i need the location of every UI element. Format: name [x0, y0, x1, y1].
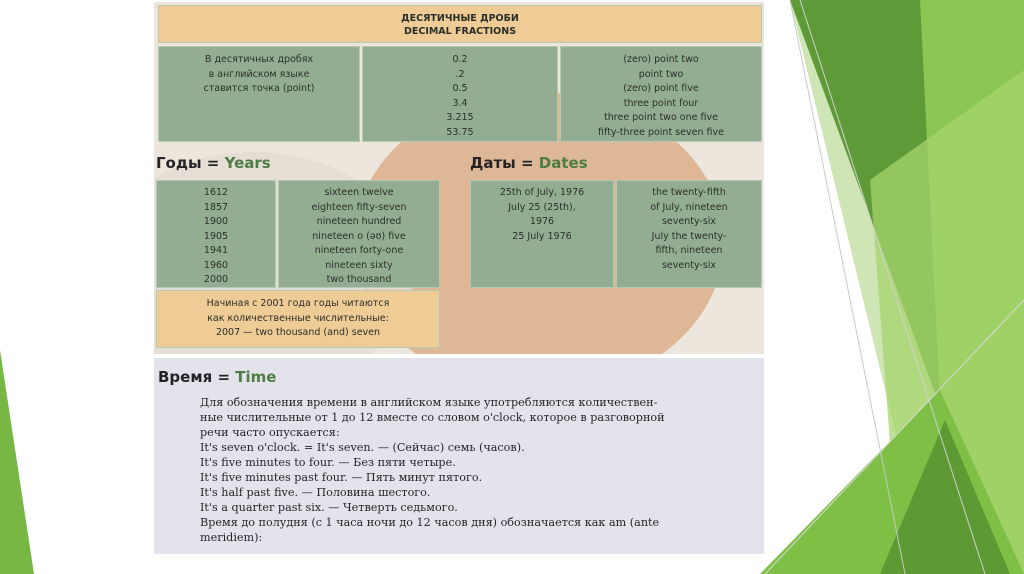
years-heading-en: Years [224, 154, 271, 172]
decimal-number: 3.4 [452, 97, 468, 109]
year-reading: sixteen twelve [324, 187, 394, 198]
decimal-rule-line: ставится точка (point) [203, 83, 315, 94]
decimal-title-ru: ДЕСЯТИЧНЫЕ ДРОБИ [401, 13, 519, 24]
time-line: It's seven o'clock. = It's seven. — (Сейчас) семь (часов). [200, 441, 525, 454]
decimal-number: 0.2 [452, 54, 468, 65]
date-form: July 25 (25th), [508, 201, 576, 213]
date-reading: the twenty-fifth [652, 187, 726, 198]
time-line: meridiem): [200, 531, 263, 544]
year-number: 1941 [203, 245, 229, 256]
time-line: Для обозначения времени в английском языке употребляются количествен- [200, 396, 658, 409]
decimal-readings-cell [560, 46, 762, 142]
year-reading: nineteen hundred [316, 216, 402, 227]
date-reading: seventy-six [661, 259, 717, 271]
year-reading: two thousand [326, 274, 392, 285]
decimal-title-bar [158, 5, 762, 43]
time-heading-ru: Время [158, 368, 213, 386]
decimal-reading: three point two one five [604, 112, 718, 123]
date-reading: July the twenty- [651, 230, 727, 242]
time-heading [158, 368, 276, 386]
time-line: речи часто опускается: [200, 426, 340, 439]
time-line: ные числительные от 1 до 12 вместе со словом o'clock, которое в разговорной [200, 411, 665, 424]
date-form: 25 July 1976 [512, 230, 572, 242]
dates-heading-ru: Даты [470, 154, 516, 172]
year-reading: nineteen o (əʊ) five [312, 230, 406, 242]
year-number: 1900 [203, 216, 229, 227]
time-heading-en: Time [235, 368, 277, 386]
time-heading-eq: = [217, 368, 231, 386]
decimal-rule-cell [158, 46, 360, 142]
date-reading: seventy-six [661, 216, 717, 227]
dates-heading [470, 154, 588, 172]
year-reading: eighteen fifty-seven [311, 201, 407, 213]
year-reading: nineteen forty-one [314, 245, 404, 256]
date-form: 25th of July, 1976 [499, 187, 585, 198]
year-number: 1612 [203, 187, 229, 198]
date-form: 1976 [529, 216, 555, 227]
dates-forms-cell [470, 180, 614, 288]
decimal-reading: fifty-three point seven five [598, 126, 724, 138]
years-note-line: Начиная с 2001 года годы читаются [206, 298, 390, 309]
number-reference-scan [154, 2, 764, 354]
date-reading: of July, nineteen [650, 201, 728, 213]
years-heading-eq: = [206, 154, 220, 172]
decimal-title-en: DECIMAL FRACTIONS [403, 26, 517, 37]
time-line: It's half past five. — Половина шестого. [200, 486, 431, 499]
decimal-numbers-cell [362, 46, 558, 142]
years-readings-cell [278, 180, 440, 288]
dates-heading-en: Dates [538, 154, 588, 172]
year-number: 1960 [203, 259, 229, 271]
year-number: 1905 [203, 230, 229, 242]
years-note-line: как количественные числительные: [207, 312, 389, 324]
time-line: It's five minutes to four. — Без пяти четыре. [200, 456, 456, 469]
decimal-reading: (zero) point five [623, 83, 699, 94]
time-section [154, 358, 764, 554]
time-line: It's a quarter past six. — Четверть седьмого. [200, 501, 458, 514]
decimal-number: 53.75 [446, 126, 474, 138]
decimal-number: .2 [455, 68, 465, 80]
date-reading: fifth, nineteen [655, 245, 723, 256]
year-number: 1857 [203, 201, 229, 213]
dates-readings-cell [616, 180, 762, 288]
decimal-number: 3.215 [446, 112, 474, 123]
year-reading: nineteen sixty [325, 259, 393, 271]
decimal-number: 0.5 [452, 83, 468, 94]
time-line: Время до полудня (с 1 часа ночи до 12 часов дня) обозначается как am (ante [200, 516, 660, 529]
decimal-reading: three point four [623, 97, 699, 109]
decimal-reading: (zero) point two [623, 54, 699, 65]
years-heading [156, 154, 271, 172]
time-line: It's five minutes past four. — Пять минут пятого. [200, 471, 483, 484]
decimal-reading: point two [638, 68, 684, 80]
years-numbers-cell [156, 180, 276, 288]
years-note [156, 290, 440, 348]
year-number: 2000 [203, 274, 229, 285]
decimal-rule-line: в английском языке [208, 68, 310, 80]
decimal-rule-line: В десятичных дробях [204, 54, 314, 65]
left-green-strip [0, 350, 34, 574]
years-note-line: 2007 — two thousand (and) seven [215, 327, 381, 338]
dates-heading-eq: = [520, 154, 534, 172]
years-heading-ru: Годы [156, 154, 202, 172]
